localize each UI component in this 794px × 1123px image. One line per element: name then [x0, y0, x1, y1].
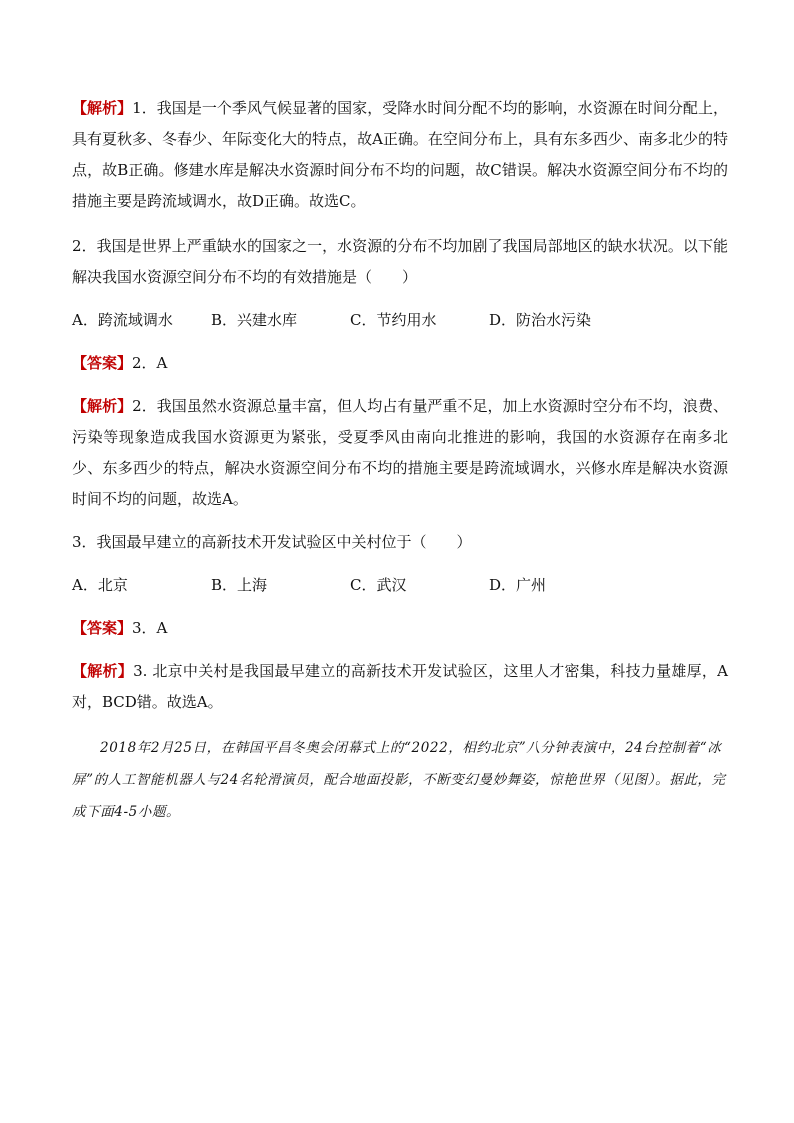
answer-tag: 【答案】: [72, 619, 133, 637]
question-3-options: [72, 570, 728, 601]
answer-3: [72, 613, 728, 644]
option-d: D．防治水污染: [489, 311, 592, 329]
analysis-text: 3. 北京中关村是我国最早建立的高新技术开发试验区，这里人才密集，科技力量雄厚，A对，BCD错。故选A。: [72, 662, 728, 711]
option-b: B．上海: [211, 576, 268, 594]
analysis-2: [72, 391, 728, 515]
question-intro: 2018年2月25日，在韩国平昌冬奥会闭幕式上的“2022，相约北京”八分钟表演中，24台控制着“冰屏”的人工智能机器人与24名轮滑演员，配合地面投影，不断变幻曼妙舞姿，惊艳世界（见图）。据此，完成下面4-5小题。: [72, 740, 726, 820]
question-3-stem: 3．我国最早建立的高新技术开发试验区中关村位于（ ）: [72, 533, 472, 551]
option-a: A．北京: [72, 576, 128, 594]
analysis-text: 1．我国是一个季风气候显著的国家，受降水时间分配不均的影响，水资源在时间分配上，具有夏秋多、冬春少、年际变化大的特点，故A正确。在空间分布上，具有东多西少、南多北少的特点，故B正确。修建水库是解决水资源时间分布不均的问题，故C错误。解决水资源空间分布不均的措施主要是跨流域调水，故D正确。故选C。: [72, 99, 728, 210]
analysis-tag: 【解析】: [72, 397, 133, 415]
answer-tag: 【答案】: [72, 354, 133, 372]
answer-2: [72, 348, 728, 379]
answer-text: 2．A: [132, 354, 168, 372]
analysis-tag: 【解析】: [72, 99, 133, 117]
analysis-tag: 【解析】: [72, 662, 134, 680]
document-page: [72, 93, 728, 828]
option-c: C．武汉: [350, 576, 407, 594]
option-d: D．广州: [489, 576, 547, 594]
answer-text: 3．A: [132, 619, 168, 637]
question-2-options: [72, 305, 728, 336]
analysis-text: 2．我国虽然水资源总量丰富，但人均占有量严重不足，加上水资源时空分布不均，浪费、污染等现象造成我国水资源更为紧张，受夏季风由南向北推进的影响，我国的水资源存在南多北少、东多西少的特点，解决水资源空间分布不均的措施主要是跨流域调水，兴修水库是解决水资源时间不均的问题，故选A。: [72, 397, 728, 508]
option-a: A．跨流域调水: [72, 311, 173, 329]
option-c: C．节约用水: [350, 311, 437, 329]
analysis-1: [72, 93, 728, 217]
question-2-stem: 2．我国是世界上严重缺水的国家之一，水资源的分布不均加剧了我国局部地区的缺水状况。以下能解决我国水资源空间分布不均的有效措施是（ ）: [72, 237, 728, 286]
option-b: B．兴建水库: [211, 311, 298, 329]
analysis-3: [72, 656, 728, 718]
